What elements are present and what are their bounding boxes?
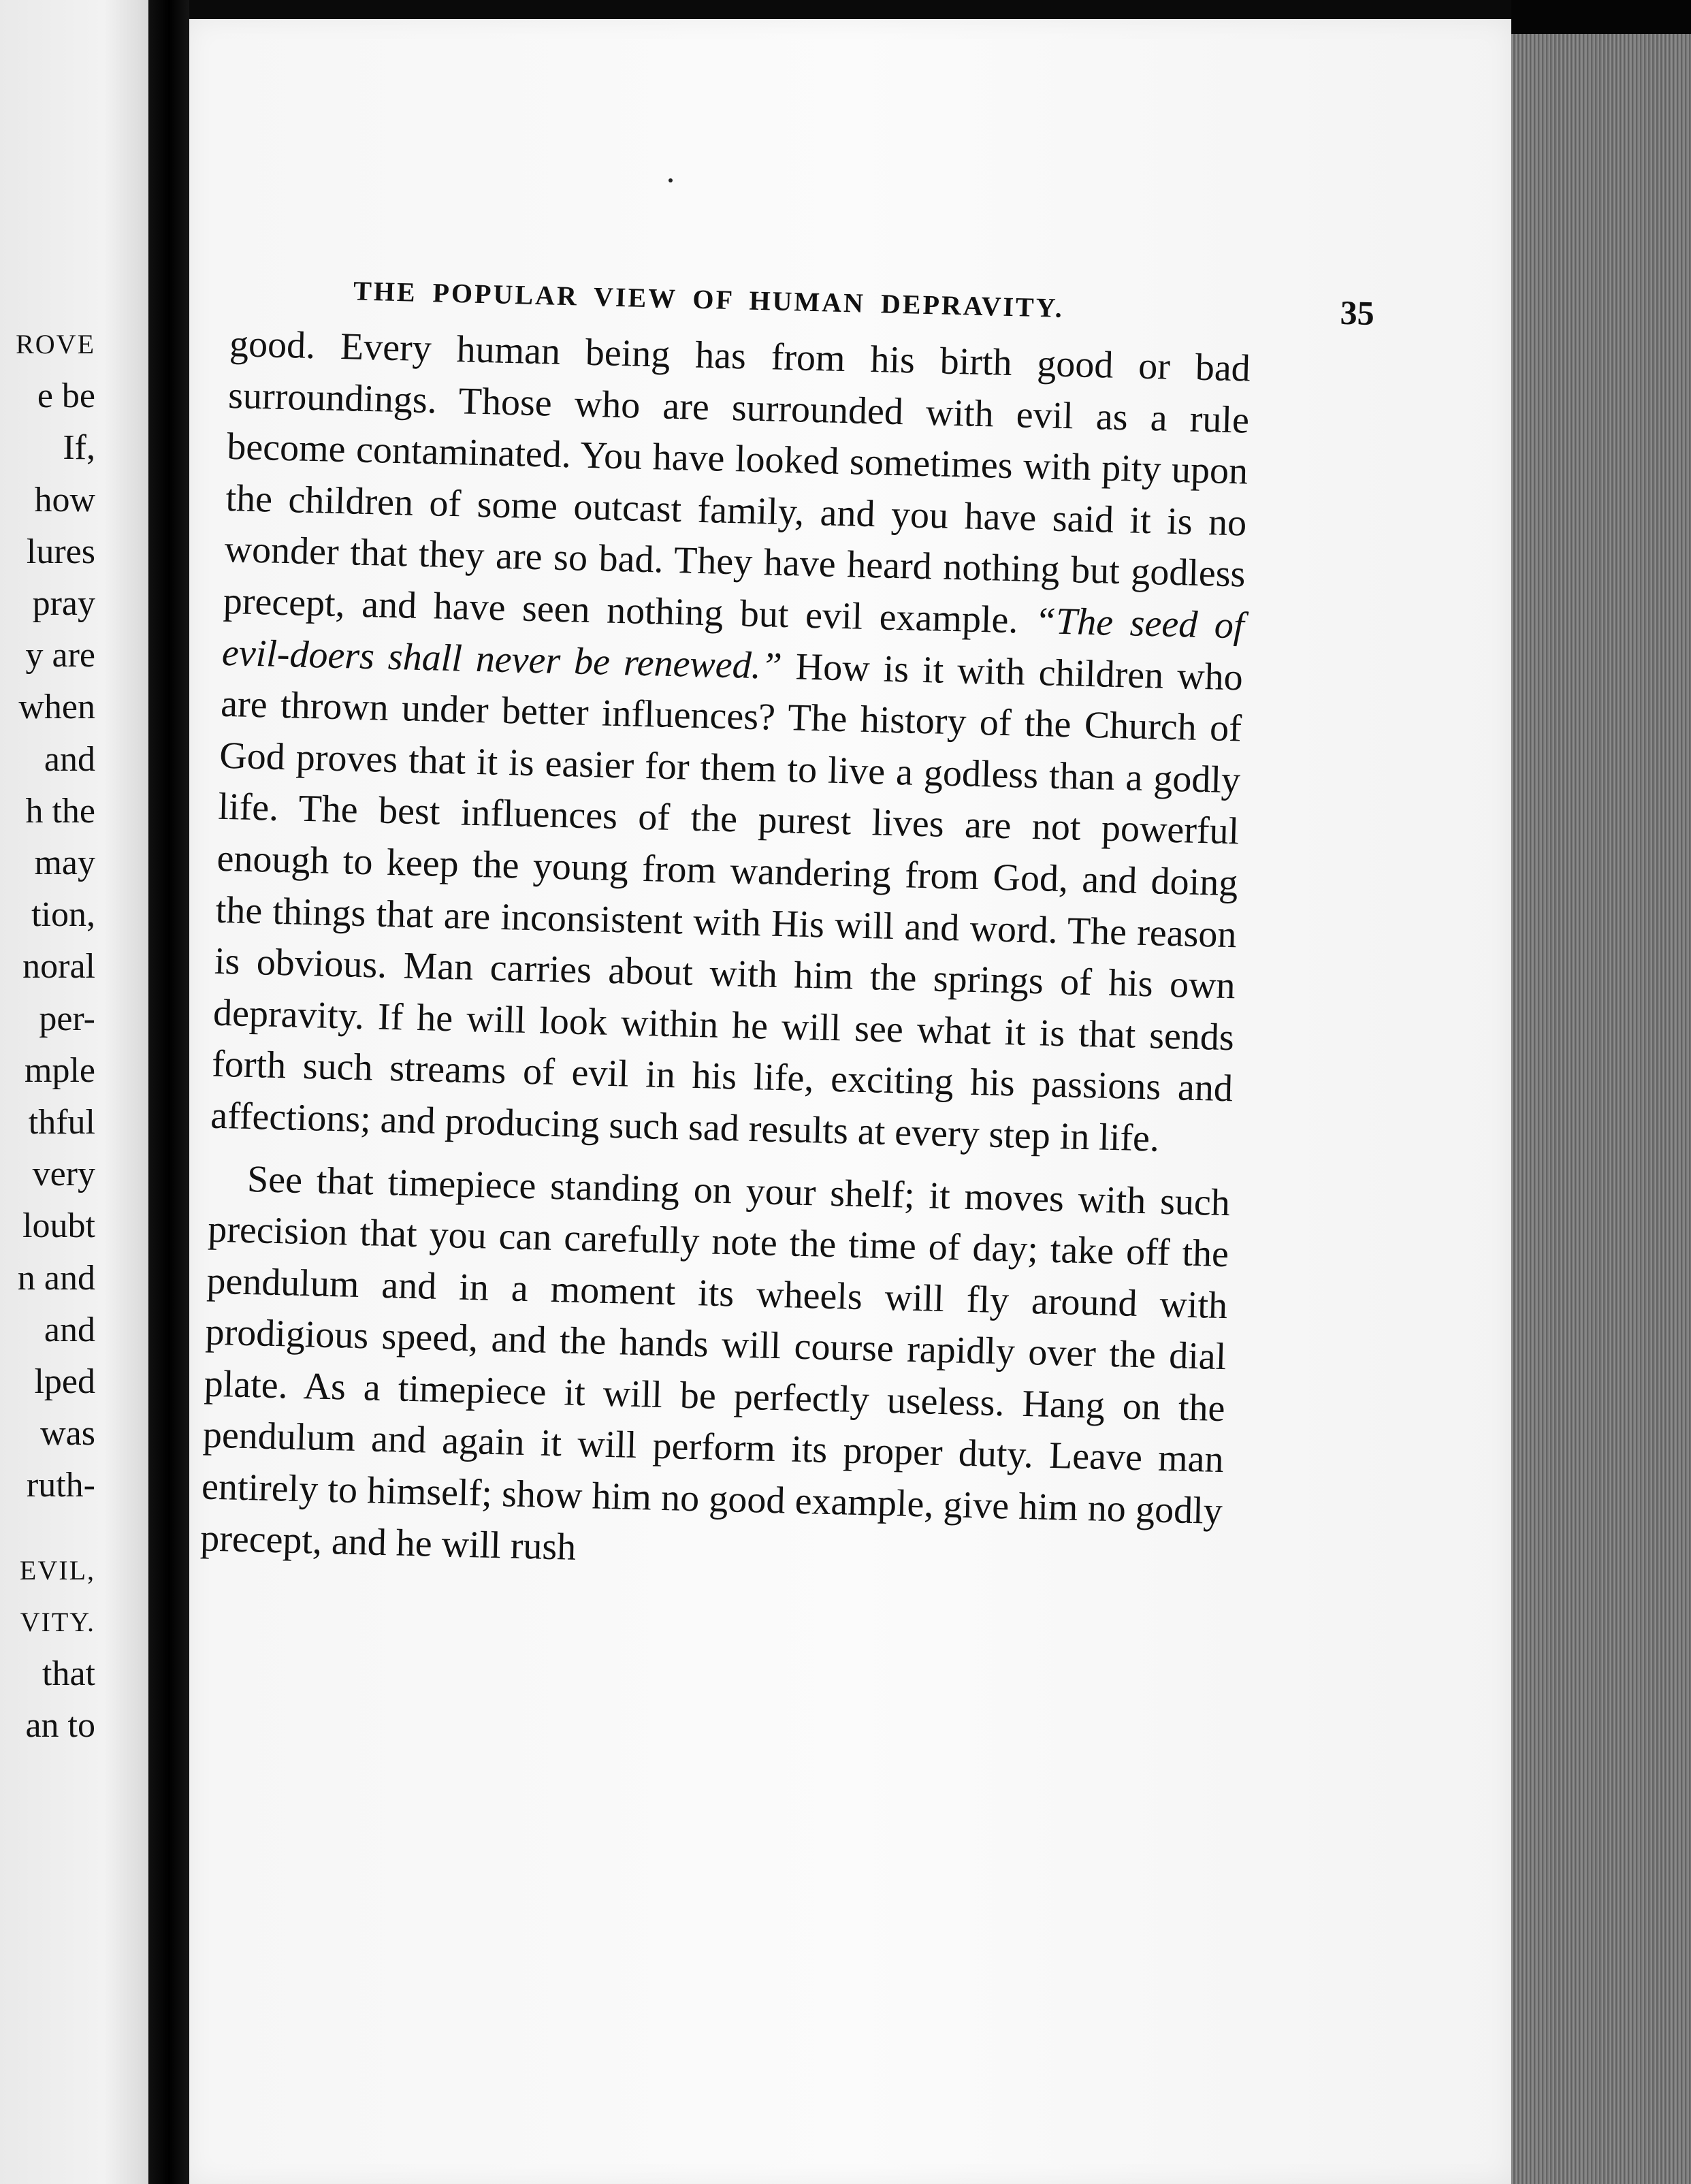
paragraph-text: good. Every human being has from his birth good or bad surroundings. Those who are surrounded with evil as a rule become contaminated. You have looked sometimes with pity upon the children of some outcast family, and you have said it is no wonder that they are so bad. They have heard nothing but godless precept, and have seen nothing but evil example. bbox=[223, 322, 1251, 642]
scripture-quote: “The seed of evil-doers shall never be renewed.” bbox=[221, 599, 1245, 688]
facing-page-line: how bbox=[34, 480, 95, 519]
page-number: 35 bbox=[1340, 293, 1375, 333]
facing-page-line: n and bbox=[17, 1258, 95, 1298]
facing-page-line: lped bbox=[34, 1362, 95, 1402]
paragraph bbox=[210, 319, 1251, 1167]
running-head-title: THE POPULAR VIEW OF HUMAN DEPRAVITY. bbox=[353, 275, 1065, 323]
paragraph-text: How is it with children who are thrown under better influences? The history of the Church of God proves that it is easier for them to live a godless than a godly life. The best influences of the purest lives are not powerful enough to keep the young from wandering from God, and doing the things that are inconsistent with His will and word. The reason is obvious. Man carries about with him the springs of his own depravity. If he will look within he will see what it is that sends forth such streams of evil in his life, exciting his passions and affections; and producing such sad results at every step in life. bbox=[210, 645, 1244, 1160]
facing-page-line: an to bbox=[25, 1706, 95, 1746]
facing-page-line: thful bbox=[28, 1103, 95, 1142]
facing-page-line: e be bbox=[37, 376, 95, 416]
facing-page-line: If, bbox=[63, 428, 95, 468]
page-edges bbox=[1511, 34, 1691, 2184]
facing-page-line: EVIL, bbox=[19, 1554, 95, 1586]
paragraph-text: See that timepiece standing on your shelf; it moves with such precision that you can carefully note the time of day; take off the pendulum and in a moment its wheels will fly around with prodigious speed, and the hands will course rapidly over the dial plate. As a timepiece it will be perfectly useless. Hang on the pendulum and again it will perform its proper duty. Leave man entirely to himself; show him no good example, give him no godly precept, and he will rush bbox=[199, 1157, 1231, 1569]
facing-page-gap bbox=[16, 1512, 95, 1545]
facing-page-line: was bbox=[40, 1414, 95, 1454]
facing-page-line: and bbox=[44, 1310, 95, 1349]
paragraph bbox=[199, 1153, 1230, 1589]
facing-page-line: mple bbox=[25, 1050, 95, 1090]
facing-page-line: that bbox=[42, 1654, 95, 1694]
facing-page-line: very bbox=[32, 1155, 95, 1194]
book-gutter bbox=[148, 0, 189, 2184]
facing-page-line: y are bbox=[25, 636, 95, 675]
facing-page-line: VITY. bbox=[20, 1606, 95, 1637]
facing-page-line: ROVE bbox=[16, 329, 95, 359]
facing-page-line: loubt bbox=[22, 1206, 95, 1246]
facing-page-text bbox=[16, 319, 95, 1752]
facing-page-line: noral bbox=[22, 947, 95, 986]
facing-page bbox=[0, 0, 148, 2184]
facing-page-line: and bbox=[44, 739, 95, 779]
facing-page-line: may bbox=[34, 844, 95, 883]
facing-page-line: ruth- bbox=[26, 1466, 95, 1505]
facing-page-line: pray bbox=[32, 584, 95, 624]
facing-page-line: h the bbox=[25, 791, 95, 831]
facing-page-line: lures bbox=[26, 532, 95, 571]
page-text-block bbox=[199, 266, 1375, 1590]
facing-page-line: when bbox=[18, 688, 95, 727]
page-body bbox=[199, 319, 1251, 1589]
facing-page-line: tion, bbox=[31, 895, 95, 935]
facing-page-line: per- bbox=[39, 999, 95, 1038]
speck bbox=[669, 178, 673, 182]
